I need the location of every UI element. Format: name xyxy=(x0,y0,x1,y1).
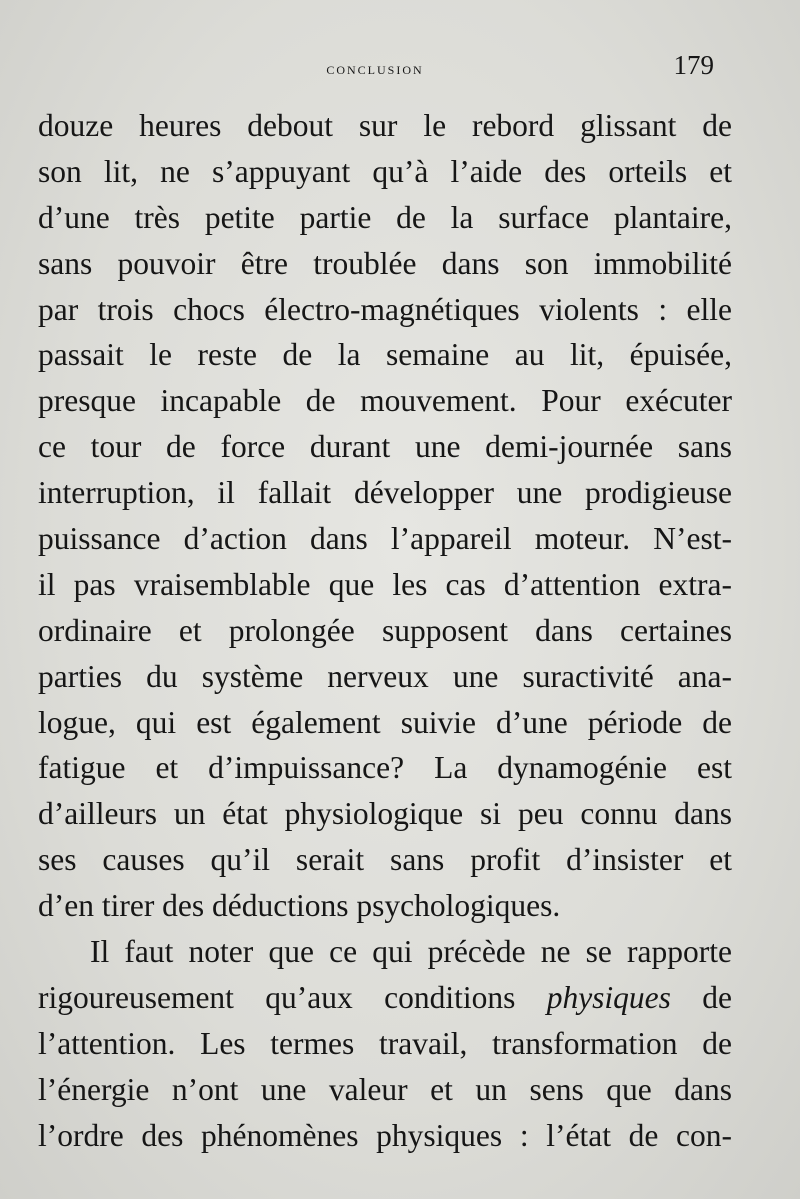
running-head: conclusion xyxy=(326,59,424,78)
text-line: il pas vraisemblable que les cas d’attention extra- xyxy=(38,566,732,602)
text-line: Il faut noter que ce qui précède ne se rapporte xyxy=(90,934,732,970)
text-line: d’ailleurs un état physiologique si peu connu dans xyxy=(38,796,732,832)
text-line: ordinaire et prolongée supposent dans certaines xyxy=(38,612,732,648)
text-line: d’une très petite partie de la surface plantaire, xyxy=(38,199,732,235)
text-line: l’ordre des phénomènes physiques : l’état de con- xyxy=(38,1117,732,1153)
text-line: ce tour de force durant une demi-journée sans xyxy=(38,429,732,465)
text-line: puissance d’action dans l’appareil moteur. N’est- xyxy=(38,521,732,557)
text-line: l’énergie n’ont une valeur et un sens que dans xyxy=(38,1071,732,1107)
page-header xyxy=(36,50,714,90)
text-line: ses causes qu’il serait sans profit d’insister et xyxy=(38,842,732,878)
text-line: par trois chocs électro-magnétiques violents : elle xyxy=(38,291,732,327)
text-line: presque incapable de mouvement. Pour exécuter xyxy=(38,383,732,419)
page-number: 179 xyxy=(673,50,714,80)
text-line: douze heures debout sur le rebord glissant de xyxy=(38,108,732,143)
text-line: l’attention. Les termes travail, transformation de xyxy=(38,1025,732,1061)
text-line: passait le reste de la semaine au lit, épuisée, xyxy=(38,337,732,373)
text-line: logue, qui est également suivie d’une période de xyxy=(38,704,732,740)
text-line: son lit, ne s’appuyant qu’à l’aide des orteils et xyxy=(38,153,732,189)
text-line: sans pouvoir être troublée dans son immobilité xyxy=(38,245,732,281)
text-segment: rigoureusement qu’aux conditions xyxy=(38,979,516,1015)
text-line-with-italic xyxy=(38,975,732,1021)
text-line: fatigue et d’impuissance? La dynamogénie est xyxy=(38,750,732,786)
body-text xyxy=(38,103,732,1158)
text-segment: de xyxy=(702,979,732,1015)
italic-word: physiques xyxy=(546,979,671,1015)
text-line: d’en tirer des déductions psychologiques. xyxy=(38,888,561,924)
text-line: parties du système nerveux une suractivité ana- xyxy=(38,658,732,694)
text-line: interruption, il fallait développer une prodigieuse xyxy=(38,475,732,511)
